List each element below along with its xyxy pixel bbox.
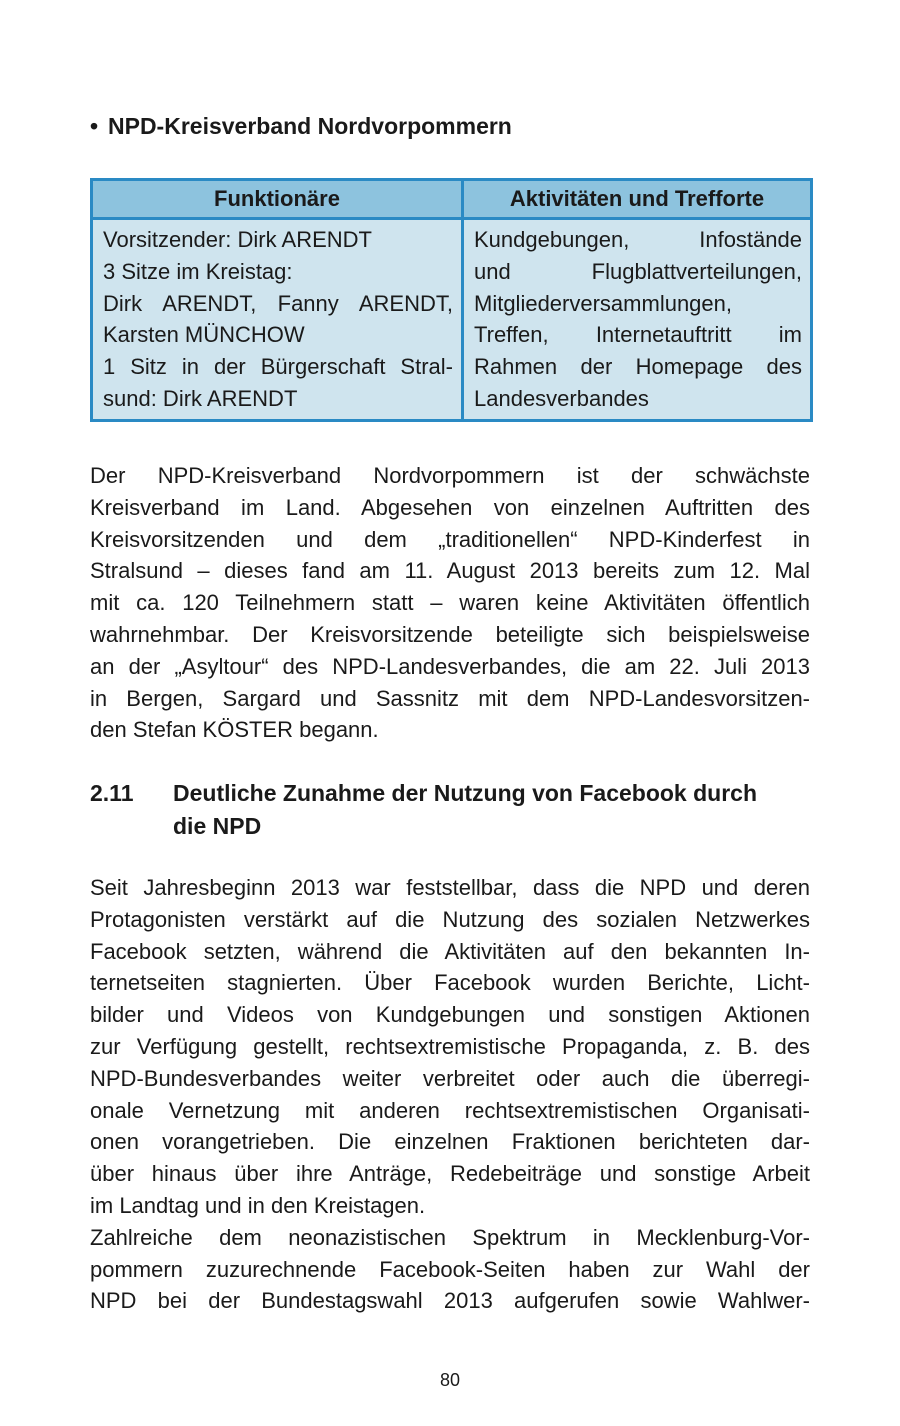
table-header-aktivitaeten: Aktivitäten und Trefforte <box>463 180 812 219</box>
text-line: im Landtag und in den Kreistagen. <box>90 1192 426 1218</box>
text-line: onen vorangetrieben. Die einzelnen Fraktionen berichteten dar- <box>90 1129 810 1155</box>
cell-line: Treffen, Internetauftritt im <box>474 322 802 348</box>
section-title-line: Deutliche Zunahme der Nutzung von Facebook durch <box>173 780 757 806</box>
table-row <box>92 219 812 421</box>
text-line: über hinaus über ihre Anträge, Redebeiträge und sonstige Arbeit <box>90 1161 810 1187</box>
text-line: den Stefan KÖSTER begann. <box>90 717 379 743</box>
cell-line: Karsten MÜNCHOW <box>103 322 305 348</box>
text-line: mit ca. 120 Teilnehmern statt – waren keine Aktivitäten öffentlich <box>90 590 810 616</box>
cell-line: sund: Dirk ARENDT <box>103 385 298 411</box>
table-header-row <box>92 180 812 219</box>
page-number: 80 <box>439 1370 461 1390</box>
table-header-funktionaere: Funktionäre <box>92 180 463 219</box>
cell-line: Kundgebungen, Infostände <box>474 227 802 252</box>
functionaries-table <box>90 178 813 422</box>
text-line: Der NPD-Kreisverband Nordvorpommern ist der schwächste <box>90 463 810 488</box>
cell-line: und Flugblattverteilungen, <box>474 258 802 284</box>
cell-line: Landesverbandes <box>474 385 649 411</box>
section-bullet-heading <box>90 110 512 142</box>
text-line: Kreisvorsitzenden und dem „traditionellen“ NPD-Kinderfest in <box>90 526 810 552</box>
text-line: Protagonisten verstärkt auf die Nutzung des sozialen Netzwerkes <box>90 906 810 932</box>
table-cell-aktivitaeten <box>463 219 812 421</box>
table-cell-funktionaere <box>92 219 463 421</box>
text-line: onale Vernetzung mit anderen rechtsextremistischen Organisati- <box>90 1097 810 1123</box>
bullet-icon: • <box>90 113 99 139</box>
text-line: an der „Asyltour“ des NPD-Landesverbandes, die am 22. Juli 2013 <box>90 653 810 679</box>
cell-line: 3 Sitze im Kreistag: <box>103 258 293 284</box>
text-line: in Bergen, Sargard und Sassnitz mit dem NPD-Landesvorsitzen- <box>90 685 810 711</box>
text-line: NPD bei der Bundestagswahl 2013 aufgerufen sowie Wahlwer- <box>90 1288 810 1314</box>
cell-line: Vorsitzender: Dirk ARENDT <box>103 227 372 252</box>
paragraph-kreisverband <box>90 460 810 746</box>
cell-line: Dirk ARENDT, Fanny ARENDT, <box>103 290 453 316</box>
cell-line: Mitgliederversammlungen, <box>474 290 732 316</box>
text-line: zur Verfügung gestellt, rechtsextremistische Propaganda, z. B. des <box>90 1033 810 1059</box>
text-line: ternetseiten stagnierten. Über Facebook wurden Berichte, Licht- <box>90 970 810 996</box>
paragraph-facebook <box>90 872 810 1317</box>
cell-line: Rahmen der Homepage des <box>474 354 802 380</box>
cell-line: 1 Sitz in der Bürgerschaft Stral- <box>103 354 453 380</box>
bullet-heading-text: NPD-Kreisverband Nordvorpommern <box>108 113 512 139</box>
text-line: Zahlreiche dem neonazistischen Spektrum in Mecklenburg-Vor- <box>90 1224 810 1250</box>
section-heading <box>90 777 810 843</box>
text-line: NPD-Bundesverbandes weiter verbreitet oder auch die überregi- <box>90 1065 810 1091</box>
section-title-line: die NPD <box>173 813 262 839</box>
text-line: pommern zuzurechnende Facebook-Seiten haben zur Wahl der <box>90 1256 810 1282</box>
text-line: Kreisverband im Land. Abgesehen von einzelnen Auftritten des <box>90 494 810 520</box>
section-number: 2.11 <box>90 780 134 806</box>
text-line: wahrnehmbar. Der Kreisvorsitzende beteiligte sich beispielsweise <box>90 621 810 647</box>
text-line: Facebook setzten, während die Aktivitäten auf den bekannten In- <box>90 938 810 964</box>
text-line: bilder und Videos von Kundgebungen und sonstigen Aktionen <box>90 1002 810 1028</box>
text-line: Stralsund – dieses fand am 11. August 2013 bereits zum 12. Mal <box>90 558 810 584</box>
text-line: Seit Jahresbeginn 2013 war feststellbar, dass die NPD und deren <box>90 875 810 900</box>
